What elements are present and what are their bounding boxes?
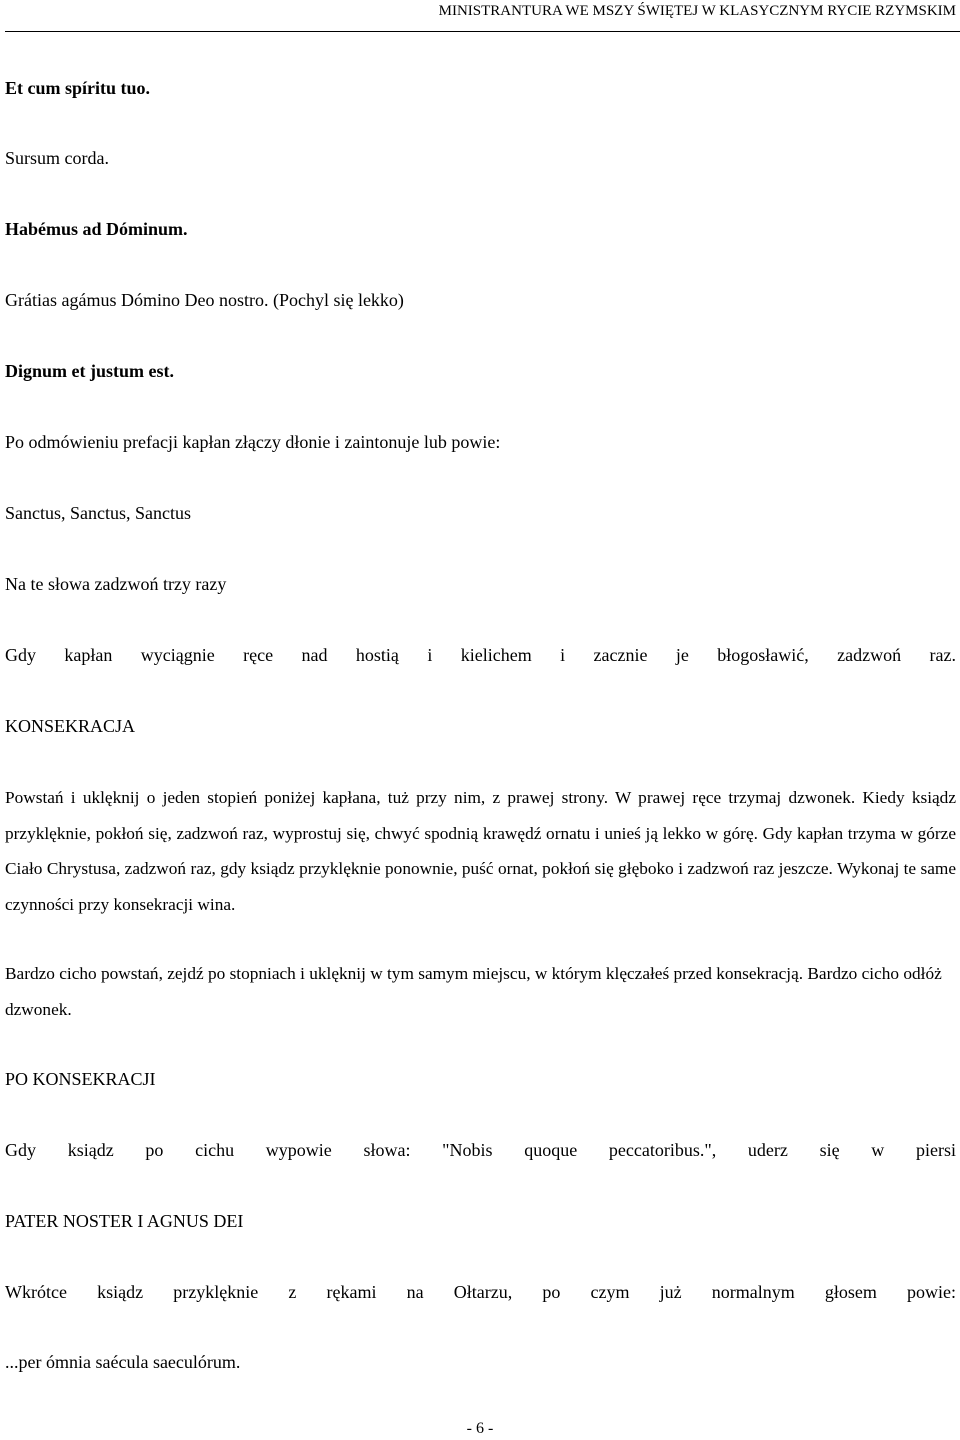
response-habemus: Habémus ad Dóminum.: [5, 219, 188, 239]
header-rule: [5, 31, 960, 32]
instruction-nobis-quoque: Gdy ksiądz po cichu wypowie słowa: "Nobis quoque peccatoribus.", uderz się w piersi: [5, 1140, 956, 1160]
heading-pater-noster: PATER NOSTER I AGNUS DEI: [5, 1211, 244, 1231]
sanctus-text: Sanctus, Sanctus, Sanctus: [5, 503, 191, 523]
versicle-sursum-corda: Sursum corda.: [5, 148, 109, 168]
heading-konsekracja: KONSEKRACJA: [5, 716, 136, 736]
versicle-gratias: Grátias agámus Dómino Deo nostro. (Pochyl się lekko): [5, 290, 404, 310]
page-number: - 6 -: [466, 1420, 494, 1437]
heading-po-konsekracji: PO KONSEKRACJI: [5, 1069, 156, 1089]
instruction-blogoslawic: Gdy kapłan wyciągnie ręce nad hostią i kielichem i zacznie je błogosławić, zadzwoń raz.: [5, 645, 956, 665]
instruction-konsekracja: Powstań i uklęknij o jeden stopień poniżej kapłana, tuż przy nim, z prawej strony. W prawej ręce trzymaj dzwonek. Kiedy ksiądz przyklęknie, pokłoń się, zadzwoń raz, wyprostuj się, chwyć spodnią krawędź ornatu i unieś ją lekko w górę. Gdy kapłan trzyma w górze Ciało Chrystusa, zadzwoń raz, gdy ksiądz przyklęknie ponownie, puść ornat, pokłoń się głęboko i zadzwoń raz jeszcze. Wykonaj te same czynności przy konsekracji wina.: [5, 788, 956, 914]
instruction-po-konsekracji-powstan: Bardzo cicho powstań, zejdź po stopniach i uklęknij w tym samym miejscu, w którym klęczałeś przed konsekracją. Bardzo cicho odłóż dzwonek.: [5, 964, 942, 1019]
instruction-prefacja: Po odmówieniu prefacji kapłan złączy dłonie i zaintonuje lub powie:: [5, 432, 501, 452]
response-dignum: Dignum et justum est.: [5, 361, 174, 381]
response-per-omnia: ...per ómnia saécula saeculórum.: [5, 1352, 241, 1372]
response-et-cum-spiritu: Et cum spíritu tuo.: [5, 78, 151, 98]
instruction-wkrotce: Wkrótce ksiądz przyklęknie z rękami na Ołtarzu, po czym już normalnym głosem powie:: [5, 1282, 956, 1302]
page-header: [0, 0, 960, 32]
running-title: MINISTRANTURA WE MSZY ŚWIĘTEJ W KLASYCZNYM RYCIE RZYMSKIM: [438, 3, 956, 19]
instruction-zadzwon-trzy: Na te słowa zadzwoń trzy razy: [5, 574, 227, 594]
